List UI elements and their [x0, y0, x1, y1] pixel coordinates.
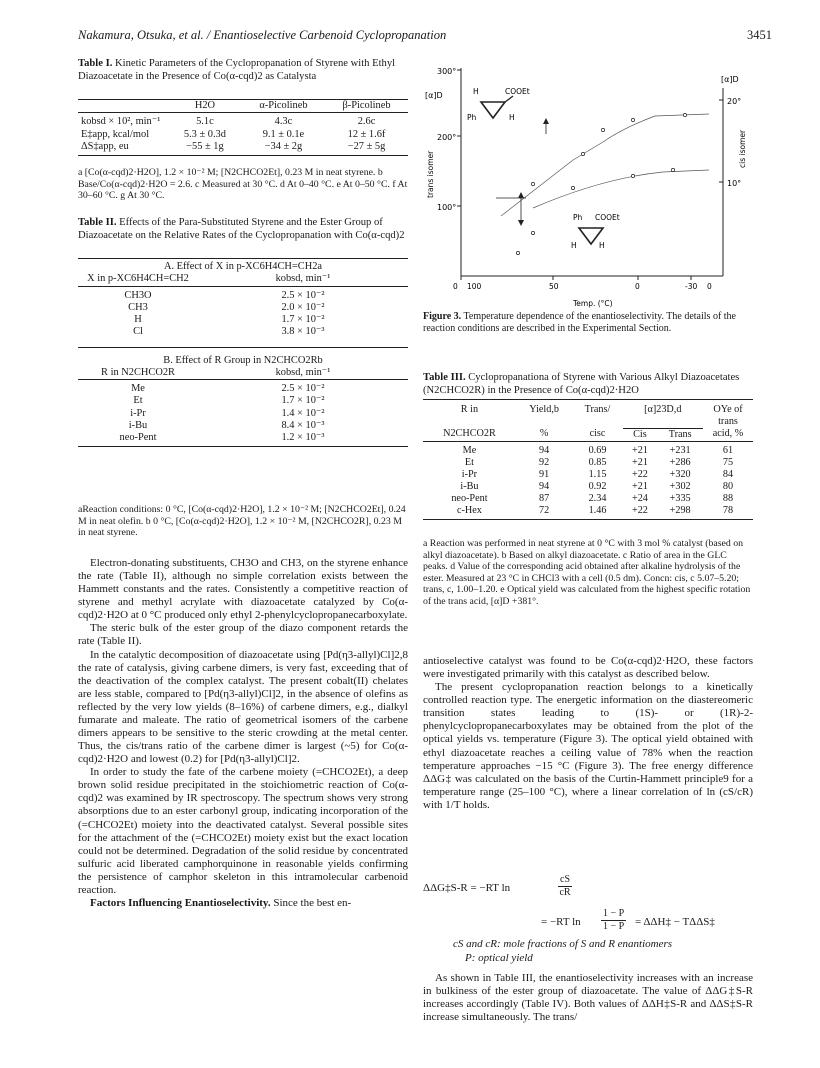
figure3-caption-label: Figure 3.: [423, 311, 462, 322]
table-cell: +24: [631, 492, 648, 504]
x-tick: 50: [549, 282, 559, 291]
table-cell: CH3: [128, 301, 148, 313]
paragraph: antioselective catalyst was found to be Co(α-cqd)2·H2O, these factors were investigated primarily with this catalyst as described below.: [423, 655, 753, 681]
paragraph: As shown in Table III, the enantioselectivity increases with an increase in bulkiness of the ester group of diazoacetate. The value of ΔΔG‡S-R increases accordingly (Table IV). Both values of ΔΔH‡S-R and ΔΔS‡S-R increase simultaneously. The trans/: [423, 972, 753, 1024]
figure3-plot: [423, 58, 753, 313]
table-row: [78, 314, 408, 326]
equation-2-lhs: = −RT ln: [541, 916, 581, 928]
table1-caption: [78, 58, 408, 83]
table2-footnote: aReaction conditions: 0 °C, [Co(α-cqd)2·H2O], 1.2 × 10⁻² M; [N2CHCO2Et], 0.24 M in neat olefin. b 0 °C, [Co(α-cqd)2·H2O], 1.2 × 10⁻² M, [N2CHCO2R], 0.23 M in neat styrene.: [78, 504, 406, 539]
right-body-2: [423, 972, 753, 1024]
paragraph: [78, 897, 408, 910]
figure3-caption-text: Temperature dependence of the enantioselectivity. The details of the reaction conditions are described in the Experimental Section.: [423, 311, 736, 334]
table-cell: 78: [722, 504, 734, 516]
equation-1: [423, 882, 510, 895]
table-cell: +286: [669, 456, 691, 468]
table-cell: +302: [669, 480, 691, 492]
table-cell: Et: [133, 395, 143, 407]
left-tick-100: 100°: [437, 203, 457, 212]
table-cell: +335: [669, 492, 691, 504]
table1-col-3: β-Picolineb: [342, 100, 391, 111]
table1-footnote: a [Co(α-cqd)2·H2O], 1.2 × 10⁻² M; [N2CHCO2Et], 0.23 M in neat styrene. b Base/Co(α-cqd)2·H2O = 2.6. c Measured at 30 °C. d At 0–40 °C. e At 0–50 °C. f At 30–60 °C. g At 30 °C.: [78, 167, 408, 202]
table3-head-acid: acid, %: [712, 428, 744, 440]
struct-top-h2: H: [509, 113, 515, 122]
table2-a-col-1: kobsd, min⁻¹: [275, 273, 331, 285]
table-row: [423, 505, 753, 520]
table-cell: i-Bu: [128, 419, 148, 431]
table-cell: +21: [631, 456, 648, 468]
table-cell: +22: [631, 468, 648, 480]
x-tick: 0: [635, 282, 640, 291]
table-cell: 1.7 × 10⁻²: [281, 395, 325, 407]
table2-b-col-1: kobsd, min⁻¹: [275, 366, 331, 378]
x-tick: 100: [467, 282, 482, 291]
frac-den: 1 − P: [603, 920, 625, 932]
struct-top-cooet: COOEt: [505, 87, 530, 96]
table-row: [423, 441, 753, 457]
table-cell: 91: [539, 468, 550, 480]
table-cell: c-Hex: [456, 504, 482, 516]
figure3-caption: [423, 311, 753, 335]
table-cell: Me: [462, 444, 477, 456]
table-cell: 0.69: [588, 444, 607, 456]
equation-2-fraction: [601, 908, 626, 933]
table-cell: 1.15: [588, 468, 607, 480]
left-tick-200: 200°: [437, 133, 457, 142]
table-cell: −27 ± 5g: [347, 140, 386, 152]
right-tick-10: 10°: [727, 179, 742, 188]
table3-head-trans: Trans/: [584, 404, 611, 415]
table2-caption: [78, 217, 408, 242]
table-cell: neo-Pent: [451, 492, 488, 504]
table-cell: 88: [722, 492, 734, 504]
table2-part-a-title: A. Effect of X in p-XC6H4CH=CH2a: [163, 261, 323, 272]
table-row: [78, 432, 408, 447]
table3-head-alpha: [α]23D,d: [623, 400, 703, 429]
table-cell: 61: [722, 444, 734, 456]
table-cell: 2.34: [588, 492, 607, 504]
table2-part-b-title: B. Effect of R Group in N2CHCO2Rb: [163, 354, 323, 366]
struct-bottom-h2: H: [599, 241, 605, 250]
table-cell: 94: [539, 480, 550, 492]
table-cell: Cl: [133, 326, 143, 338]
table-cell: i-Bu: [460, 480, 479, 492]
table-cell: −34 ± 2g: [264, 140, 303, 152]
table-row: [78, 408, 408, 420]
frac-num: cS: [560, 874, 570, 885]
table-cell: CH3O: [124, 289, 152, 301]
table-cell: i-Pr: [130, 407, 146, 419]
table-row: [423, 493, 753, 505]
struct-bottom-ph: Ph: [573, 213, 583, 222]
x-axis-label: Temp. (°C): [573, 299, 613, 308]
table-cell: 0.85: [588, 456, 607, 468]
paragraph: The steric bulk of the ester group of the diazo component retards the rate (Table II).: [78, 622, 408, 648]
table-cell: ΔS‡app, eu: [81, 140, 129, 152]
table3-caption-text: Cyclopropanationa of Styrene with Various Alkyl Diazoacetates (N2CHCO2R) in the Presence of Co(α-cqd)2·H2O: [423, 372, 740, 396]
table-row: [78, 129, 408, 141]
table-cell: 5.3 ± 0.3d: [183, 128, 226, 140]
table3-head-yield2: %: [539, 428, 549, 440]
table-row: [78, 380, 408, 396]
paragraph: In order to study the fate of the carbene moiety (=CHCO2Et), a deep brown solid residue precipitated in the stoichiometric reaction of Co(α-cqd)2 was examined by IR spectroscopy. The spectrum shows very strong absorptions due to an ester carbonyl group, indicating incorporation of the (=CHCO2Et) moiety into the deactivated catalyst. Several possible sites for the attachment of the (=CHCO2Et) moiety exist but the exact location could not be determined. Degradation of the solid residue by concentrated sulfuric acid liberated camphorquinone in reasonable yields confirming the persistence of camphor skeleton in this intramolecular carbenoid reaction.: [78, 766, 408, 896]
table3: [423, 399, 753, 520]
right-tick-20: 20°: [727, 97, 742, 106]
table-cell: 2.5 × 10⁻²: [281, 289, 325, 301]
table-row: [423, 457, 753, 469]
cyclopropane-ring-top: [481, 102, 505, 118]
table3-head-cis: Cis: [633, 428, 647, 440]
equation-2-rhs: = ΔΔH‡ − TΔΔS‡: [635, 916, 715, 928]
page-number: 3451: [747, 28, 772, 42]
table2-a-col-0: X in p-XC6H4CH=CH2: [87, 273, 189, 285]
table-cell: 5.1c: [196, 116, 214, 128]
table-row: [423, 469, 753, 481]
table-row: [78, 395, 408, 407]
table-cell: 12 ± 1.6f: [347, 128, 386, 140]
equation-1-fraction: [558, 874, 572, 899]
paragraph: The present cyclopropanation reaction belongs to a kinetically controlled reaction type. The energetic information on the diastereomeric transition states leading to (1S)- or (1R)-2-phenylcyclopropanecarboxylates may be obtained from the plot of the optical yields vs. temperature (Figure 3). The optical yield obtained with ethyl diazoacetate reaches a ceiling value of 78% when the reaction temperature approaches −15 °C (Figure 3). The free energy difference ΔΔG‡ was calculated on the basis of the Curtin-Hammett principle9 for a temperature range (25–100 °C), where a linear correlation of ln (cS/cR) with 1/T holds.: [423, 681, 753, 811]
table-row: [78, 286, 408, 302]
struct-top-ph: Ph: [467, 113, 477, 122]
table3-footnote: a Reaction was performed in neat styrene at 0 °C with 3 mol % catalyst (based on alkyl diazoacetate). b Based on alkyl diazoacetate. c Ratio of area in the GLC peaks. d Value of the corresponding acid obtained after alkaline hydrolysis of the ester. Measured at 23 °C in CHCl3 with a cell (0.5 dm). Concn: cis, c 5.07–5.20; trans, c, 1.00–1.20. e Optical yield was calculated from the highest specific rotation of the trans acid, [α]D +381°.: [423, 538, 751, 607]
table-cell: 94: [539, 444, 550, 456]
x-tick: 0: [707, 282, 712, 291]
table3-caption: [423, 372, 753, 397]
table-cell: +298: [669, 504, 691, 516]
table-cell: 2.6c: [357, 116, 376, 128]
table-cell: +22: [631, 504, 648, 516]
trans-isomer-curve: [501, 114, 709, 216]
table-cell: neo-Pent: [119, 432, 157, 444]
table3-head-oy: OYe of trans: [713, 404, 743, 428]
equation-block: [423, 874, 753, 968]
left-axis-title: [α]D: [425, 91, 443, 100]
table1: [78, 99, 408, 156]
table-cell: H: [134, 314, 142, 326]
table1-caption-text: Kinetic Parameters of the Cyclopropanation of Styrene with Ethyl Diazoacetate in the Presence of Co(α-cqd)2 as Catalysta: [78, 58, 396, 82]
table2-caption-label: Table II.: [78, 217, 117, 228]
table-cell: 0.92: [588, 480, 607, 492]
table-cell: 72: [539, 504, 550, 516]
table-cell: 9.1 ± 0.1e: [262, 128, 305, 140]
table-row: [78, 141, 408, 156]
table3-head-r2: N2CHCO2R: [443, 428, 496, 440]
table-cell: −55 ± 1g: [186, 140, 224, 152]
right-body: [423, 655, 753, 812]
table-cell: 92: [539, 456, 550, 468]
left-body: [78, 557, 408, 910]
table-cell: kobsd × 10², min⁻¹: [81, 116, 161, 128]
table-cell: 1.7 × 10⁻²: [281, 314, 325, 326]
table3-head-yield: Yield,b: [529, 404, 559, 415]
table3-caption-label: Table III.: [423, 372, 466, 383]
cis-isomer-points: [516, 168, 674, 254]
table-cell: 3.8 × 10⁻³: [281, 326, 325, 338]
paragraph: In the catalytic decomposition of diazoacetate using [Pd(η3-allyl)Cl]2,8 the rate of catalysis, giving carbene dimers, is very fast, exceeding that of the deactivation of the complex catalyst. The present cobalt(II) chelates are less stable, compared to [Pd(η3-allyl)Cl]2, in the absence of olefins as reflected by the very low yields (8–16%) of carbene dimers, e.g., dialkyl fumarate and maleate. The ratio of geometrical isomers of the carbene dimers appears to be sensitive to the steric crowding at the metal center. Thus, the cis/trans ratio of the carbene dimer is largest (~5) for Co(α-cqd)2·H2O and lowest (0.2) for [Pd(η3-allyl)Cl]2.: [78, 648, 408, 766]
table1-col-0: [78, 100, 168, 113]
table-cell: 4.3c: [274, 116, 293, 128]
table-cell: 87: [539, 492, 550, 504]
table-cell: +320: [669, 468, 691, 480]
table-cell: Et: [464, 456, 474, 468]
table-cell: 75: [722, 456, 734, 468]
table-row: [78, 302, 408, 314]
table-row: [78, 420, 408, 432]
table3-head-trans3: Trans: [668, 428, 692, 440]
struct-top-h: H: [473, 87, 479, 96]
table-cell: 8.4 × 10⁻³: [281, 419, 325, 431]
table-row: [423, 481, 753, 493]
table-cell: +21: [631, 480, 648, 492]
table-row: [78, 326, 408, 347]
table-cell: E‡app, kcal/mol: [81, 128, 150, 140]
table3-head-r: R in: [460, 404, 479, 415]
left-axis-label: trans isomer: [426, 150, 435, 198]
equation-1-lhs: ΔΔG‡S-R = −RT ln: [423, 882, 511, 894]
x-tick: -30: [685, 282, 698, 291]
table2-caption-text: Effects of the Para-Substituted Styrene and the Ester Group of Diazoacetate on the Relative Rates of the Cyclopropanation with Co(α-cqd)2: [78, 217, 405, 241]
table-cell: 1.2 × 10⁻³: [281, 432, 325, 444]
table-cell: i-Pr: [461, 468, 478, 480]
table1-caption-label: Table I.: [78, 58, 113, 69]
right-axis-title: [α]D: [721, 75, 739, 84]
table2-b-col-0: R in N2CHCO2R: [101, 366, 175, 378]
table-cell: 1.46: [588, 504, 607, 516]
cis-isomer-curve: [533, 170, 709, 208]
table3-head-trans2: cisc: [589, 428, 606, 440]
table1-col-1: H2O: [194, 100, 216, 111]
trans-isomer-points: [531, 113, 686, 185]
frac-den: cR: [559, 886, 571, 898]
right-axis-label: cis isomer: [738, 129, 747, 168]
table-row: [78, 113, 408, 129]
paragraph-text: Since the best en-: [270, 897, 352, 910]
equation-def-2: P: optical yield: [465, 952, 533, 964]
table-cell: +231: [669, 444, 691, 456]
struct-bottom-h: H: [571, 241, 577, 250]
left-tick-300: 300°: [437, 67, 457, 76]
table-cell: Me: [131, 383, 145, 395]
section-heading: Factors Influencing Enantioselectivity.: [90, 897, 271, 910]
table-cell: 2.0 × 10⁻²: [281, 301, 325, 313]
paragraph: Electron-donating substituents, CH3O and CH3, on the styrene enhance the rate (Table II), although no simple correlation exists between the Hammett constants and the rates. Consistently a competitive reaction of styrene and methyl acrylate with diazoacetate catalyzed by Co(α-cqd)2·H2O at 0 °C produced only ethyl 2-phenylcyclopropanecarboxylate.: [78, 557, 408, 622]
table1-col-2: α-Picolineb: [259, 100, 308, 111]
equation-def-1: cS and cR: mole fractions of S and R enantiomers: [453, 938, 673, 950]
x-tick: 0: [453, 282, 458, 291]
struct-bottom-cooet: COOEt: [595, 213, 620, 222]
table-cell: 80: [722, 480, 734, 492]
running-title: Nakamura, Otsuka, et al. / Enantioselective Carbenoid Cyclopropanation: [78, 28, 447, 42]
table-cell: 2.5 × 10⁻²: [281, 383, 325, 395]
table2: [78, 258, 408, 447]
table-cell: 84: [722, 468, 734, 480]
frac-num: 1 − P: [603, 908, 625, 919]
table-cell: +21: [631, 444, 648, 456]
table-cell: 1.4 × 10⁻²: [281, 407, 325, 419]
